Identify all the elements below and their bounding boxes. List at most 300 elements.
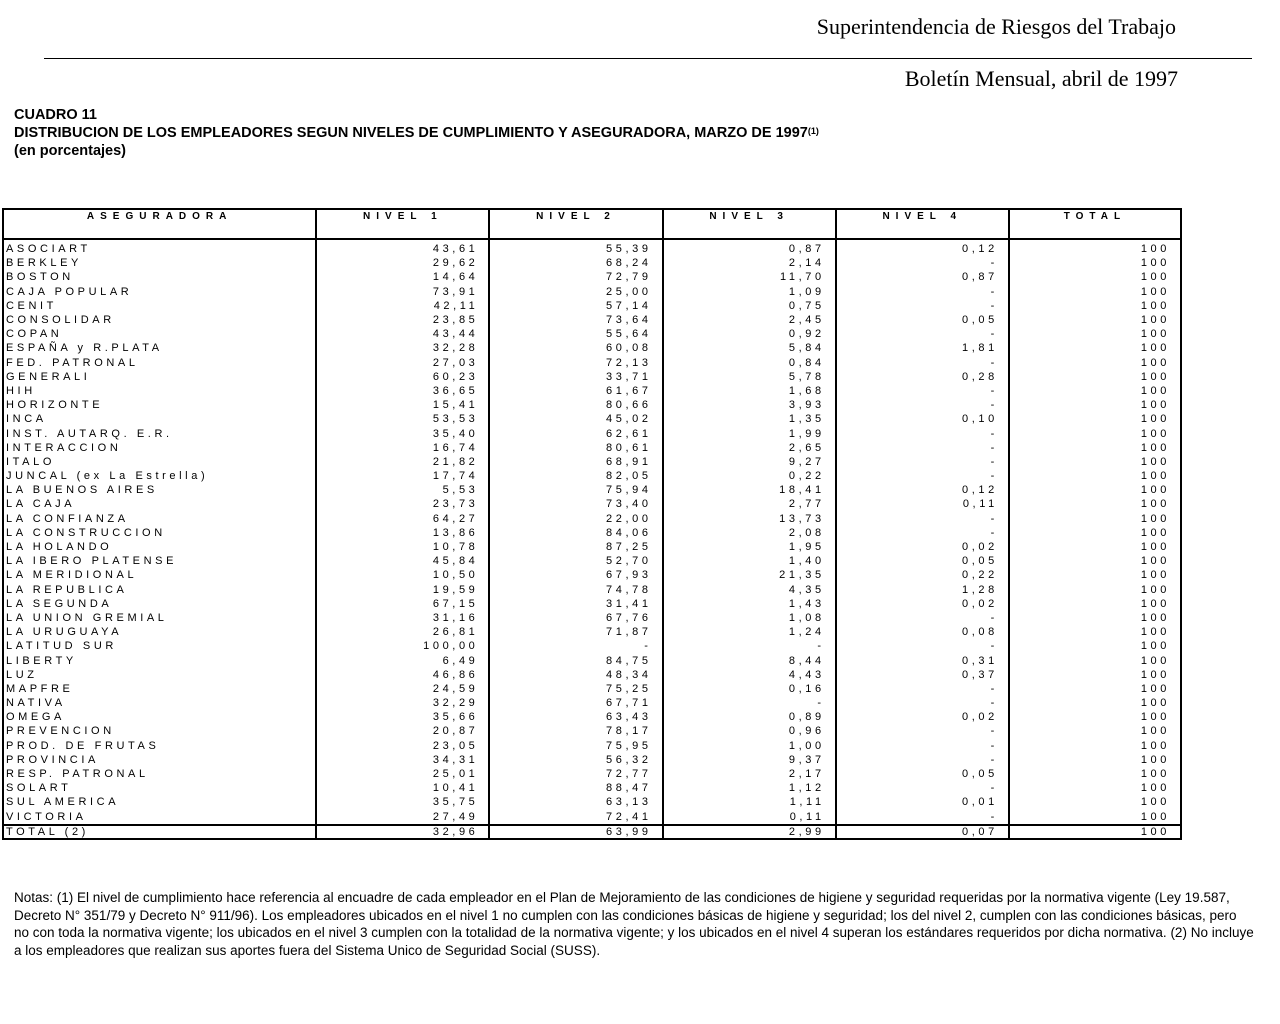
value-cell: 100	[1009, 299, 1181, 313]
column-header: NIVEL 3	[663, 209, 836, 239]
value-cell: 14,64	[316, 270, 489, 284]
value-cell: 100	[1009, 526, 1181, 540]
table-total-row	[3, 825, 1181, 839]
value-cell: 82,05	[489, 469, 662, 483]
value-cell: 15,41	[316, 398, 489, 412]
value-cell: 100	[1009, 356, 1181, 370]
value-cell: 1,99	[663, 426, 836, 440]
value-cell: 27,49	[316, 810, 489, 825]
insurer-name-cell: LA CAJA	[6, 498, 76, 511]
value-cell: 45,02	[489, 412, 662, 426]
value-cell: 100	[1009, 341, 1181, 355]
value-cell: 0,87	[663, 239, 836, 256]
value-cell: 67,76	[489, 611, 662, 625]
value-cell: -	[836, 398, 1009, 412]
value-cell: 100	[1009, 497, 1181, 511]
table-row	[3, 710, 1181, 724]
value-cell: 0,10	[836, 412, 1009, 426]
bulletin-header: Boletín Mensual, abril de 1997	[904, 66, 1178, 91]
value-cell: -	[836, 384, 1009, 398]
table-row	[3, 526, 1181, 540]
value-cell: 43,61	[316, 239, 489, 256]
table-body	[3, 239, 1181, 825]
value-cell: 80,66	[489, 398, 662, 412]
value-cell: 63,43	[489, 710, 662, 724]
value-cell: 100	[1009, 483, 1181, 497]
value-cell: 74,78	[489, 583, 662, 597]
table-row	[3, 639, 1181, 653]
value-cell: 36,65	[316, 384, 489, 398]
value-cell: -	[836, 810, 1009, 825]
insurer-name-cell: LA SEGUNDA	[6, 597, 113, 610]
value-cell: 60,23	[316, 370, 489, 384]
insurer-name-cell: INST. AUTARQ. E.R.	[6, 427, 173, 440]
insurer-name-cell: LA IBERO PLATENSE	[6, 555, 178, 568]
insurer-name-cell: LA CONFIANZA	[6, 512, 129, 525]
total-cell: 2,99	[663, 825, 836, 839]
value-cell: 1,40	[663, 554, 836, 568]
value-cell: 68,91	[489, 455, 662, 469]
value-cell: 73,91	[316, 285, 489, 299]
value-cell: 100	[1009, 810, 1181, 825]
insurer-name-cell: OMEGA	[6, 711, 65, 724]
value-cell: 11,70	[663, 270, 836, 284]
value-cell: 1,68	[663, 384, 836, 398]
table-row	[3, 313, 1181, 327]
insurer-name-cell: PREVENCION	[6, 725, 115, 738]
value-cell: 5,84	[663, 341, 836, 355]
value-cell: 1,81	[836, 341, 1009, 355]
value-cell: 31,41	[489, 597, 662, 611]
value-cell: 100	[1009, 469, 1181, 483]
value-cell: 100	[1009, 597, 1181, 611]
value-cell: 26,81	[316, 625, 489, 639]
value-cell: 1,00	[663, 739, 836, 753]
table-title	[14, 124, 819, 142]
table-title-text: DISTRIBUCION DE LOS EMPLEADORES SEGUN NIVELES DE CUMPLIMIENTO Y ASEGURADORA, MARZO DE 1997	[14, 125, 808, 141]
table-row	[3, 270, 1181, 284]
insurer-name-cell: LA BUENOS AIRES	[6, 484, 158, 497]
insurer-name-cell: VICTORIA	[6, 810, 87, 823]
value-cell: -	[836, 753, 1009, 767]
value-cell: 1,09	[663, 285, 836, 299]
table-row	[3, 469, 1181, 483]
column-header: ASEGURADORA	[3, 209, 316, 239]
value-cell: 0,01	[836, 795, 1009, 809]
value-cell: 100	[1009, 455, 1181, 469]
value-cell: 19,59	[316, 583, 489, 597]
value-cell: 100	[1009, 739, 1181, 753]
value-cell: 2,77	[663, 497, 836, 511]
value-cell: 57,14	[489, 299, 662, 313]
value-cell: 13,86	[316, 526, 489, 540]
insurer-name-cell: NATIVA	[6, 697, 66, 710]
value-cell: -	[663, 696, 836, 710]
value-cell: 100	[1009, 653, 1181, 667]
value-cell: 0,05	[836, 313, 1009, 327]
value-cell: 100	[1009, 795, 1181, 809]
value-cell: 61,67	[489, 384, 662, 398]
value-cell: 100	[1009, 239, 1181, 256]
value-cell: 68,24	[489, 256, 662, 270]
value-cell: 72,13	[489, 356, 662, 370]
value-cell: 100	[1009, 441, 1181, 455]
value-cell: -	[836, 426, 1009, 440]
table-row	[3, 256, 1181, 270]
value-cell: 100	[1009, 398, 1181, 412]
value-cell: 67,15	[316, 597, 489, 611]
value-cell: 64,27	[316, 512, 489, 526]
value-cell: -	[836, 512, 1009, 526]
value-cell: 100	[1009, 724, 1181, 738]
header-divider	[44, 58, 1252, 59]
value-cell: 0,96	[663, 724, 836, 738]
insurer-name-cell: SUL AMERICA	[6, 796, 120, 809]
value-cell: 55,64	[489, 327, 662, 341]
value-cell: 100	[1009, 767, 1181, 781]
value-cell: 4,43	[663, 668, 836, 682]
value-cell: 73,64	[489, 313, 662, 327]
table-subtitle: (en porcentajes)	[14, 143, 126, 159]
value-cell: 75,94	[489, 483, 662, 497]
value-cell: 72,41	[489, 810, 662, 825]
value-cell: 35,66	[316, 710, 489, 724]
table-row	[3, 781, 1181, 795]
table-row	[3, 724, 1181, 738]
value-cell: -	[836, 469, 1009, 483]
table-row	[3, 653, 1181, 667]
insurer-name-cell: PROD. DE FRUTAS	[6, 739, 160, 752]
insurer-name-cell: LA MERIDIONAL	[6, 569, 138, 582]
value-cell: -	[836, 526, 1009, 540]
value-cell: 0,05	[836, 767, 1009, 781]
value-cell: 72,77	[489, 767, 662, 781]
value-cell: 1,43	[663, 597, 836, 611]
column-header: NIVEL 4	[836, 209, 1009, 239]
insurer-name-cell: LA CONSTRUCCION	[6, 526, 166, 539]
value-cell: -	[836, 724, 1009, 738]
insurer-name-cell: PROVINCIA	[6, 753, 99, 766]
table-row	[3, 327, 1181, 341]
value-cell: 4,35	[663, 583, 836, 597]
value-cell: 71,87	[489, 625, 662, 639]
insurer-name-cell: GENERALI	[6, 370, 91, 383]
value-cell: -	[836, 455, 1009, 469]
insurer-name-cell: LA HOLANDO	[6, 541, 113, 554]
value-cell: 75,95	[489, 739, 662, 753]
table-row	[3, 384, 1181, 398]
value-cell: -	[836, 781, 1009, 795]
table-number: CUADRO 11	[14, 107, 97, 123]
value-cell: 1,28	[836, 583, 1009, 597]
table-row	[3, 739, 1181, 753]
value-cell: 67,93	[489, 568, 662, 582]
value-cell: 16,74	[316, 441, 489, 455]
value-cell: 63,13	[489, 795, 662, 809]
value-cell: 6,49	[316, 653, 489, 667]
value-cell: 18,41	[663, 483, 836, 497]
value-cell: 35,75	[316, 795, 489, 809]
value-cell: 2,17	[663, 767, 836, 781]
value-cell: 100	[1009, 583, 1181, 597]
value-cell: 0,11	[663, 810, 836, 825]
table-row	[3, 441, 1181, 455]
table-row	[3, 540, 1181, 554]
insurer-name-cell: RESP. PATRONAL	[6, 768, 149, 781]
table-row	[3, 299, 1181, 313]
value-cell: 34,31	[316, 753, 489, 767]
insurer-name-cell: BERKLEY	[6, 257, 82, 270]
value-cell: -	[836, 696, 1009, 710]
table-row	[3, 356, 1181, 370]
insurer-name-cell: COPAN	[6, 328, 63, 341]
insurer-name-cell: HORIZONTE	[6, 399, 104, 412]
value-cell: 27,03	[316, 356, 489, 370]
value-cell: 56,32	[489, 753, 662, 767]
value-cell: 100	[1009, 554, 1181, 568]
table-row	[3, 239, 1181, 256]
insurer-name-cell: INCA	[6, 413, 47, 426]
value-cell: 100	[1009, 370, 1181, 384]
value-cell: 10,50	[316, 568, 489, 582]
value-cell: 25,00	[489, 285, 662, 299]
value-cell: 88,47	[489, 781, 662, 795]
value-cell: 67,71	[489, 696, 662, 710]
value-cell: 31,16	[316, 611, 489, 625]
value-cell: 0,92	[663, 327, 836, 341]
insurer-name-cell: ESPAÑA y R.PLATA	[6, 342, 163, 355]
value-cell: 0,28	[836, 370, 1009, 384]
table-row	[3, 625, 1181, 639]
value-cell: 2,65	[663, 441, 836, 455]
value-cell: 100	[1009, 625, 1181, 639]
value-cell: 2,45	[663, 313, 836, 327]
value-cell: 100	[1009, 639, 1181, 653]
value-cell: -	[836, 639, 1009, 653]
value-cell: 0,31	[836, 653, 1009, 667]
value-cell: 84,06	[489, 526, 662, 540]
value-cell: 1,35	[663, 412, 836, 426]
value-cell: -	[836, 285, 1009, 299]
value-cell: 10,78	[316, 540, 489, 554]
insurer-name-cell: LA URUGUAYA	[6, 626, 123, 639]
footnotes: Notas: (1) El nivel de cumplimiento hace referencia al encuadre de cada empleador en el Plan de Mejoramiento de las condiciones de higiene y seguridad requeridas por la normativa vigente (Ley 19.587, Decreto N° 351/79 y Decreto N° 911/96). Los empleadores ubicados en el nivel 1 no cumplen con las condiciones básicas de higiene y seguridad; los del nivel 2, cumplen con las condiciones básicas, pero no con toda la normativa vigente; los ubicados en el nivel 3 cumplen con la totalidad de la normativa vigente; y los ubicados en el nivel 4 superan los estándares requeridos por dicha normativa. (2) No incluye a los empleadores que realizan sus aportes fuera del Sistema Unico de Seguridad Social (SUSS).	[14, 890, 1254, 958]
total-cell: 0,07	[836, 825, 1009, 839]
value-cell: 0,02	[836, 540, 1009, 554]
value-cell: 0,05	[836, 554, 1009, 568]
value-cell: 1,11	[663, 795, 836, 809]
value-cell: 24,59	[316, 682, 489, 696]
insurer-name-cell: FED. PATRONAL	[6, 356, 139, 369]
value-cell: 0,87	[836, 270, 1009, 284]
insurer-name-cell: CENIT	[6, 299, 57, 312]
value-cell: 0,75	[663, 299, 836, 313]
insurer-name-cell: LUZ	[6, 668, 38, 681]
value-cell: -	[663, 639, 836, 653]
value-cell: 100	[1009, 426, 1181, 440]
value-cell: 46,86	[316, 668, 489, 682]
value-cell: 100	[1009, 568, 1181, 582]
value-cell: 62,61	[489, 426, 662, 440]
value-cell: 0,02	[836, 710, 1009, 724]
value-cell: 100	[1009, 512, 1181, 526]
value-cell: 5,53	[316, 483, 489, 497]
table-row	[3, 810, 1181, 825]
value-cell: 0,89	[663, 710, 836, 724]
value-cell: 0,16	[663, 682, 836, 696]
insurer-name-cell: MAPFRE	[6, 682, 74, 695]
value-cell: 100	[1009, 781, 1181, 795]
insurer-name-cell: LATITUD SUR	[6, 640, 117, 653]
value-cell: 0,11	[836, 497, 1009, 511]
value-cell: 0,08	[836, 625, 1009, 639]
table-row	[3, 583, 1181, 597]
value-cell: 0,22	[663, 469, 836, 483]
value-cell: 23,05	[316, 739, 489, 753]
value-cell: 78,17	[489, 724, 662, 738]
compliance-table	[2, 208, 1182, 840]
insurer-name-cell: INTERACCION	[6, 441, 122, 454]
table-row	[3, 753, 1181, 767]
value-cell: 1,12	[663, 781, 836, 795]
value-cell: 0,12	[836, 483, 1009, 497]
table-row	[3, 483, 1181, 497]
value-cell: 2,14	[663, 256, 836, 270]
table-title-note: (1)	[807, 126, 819, 136]
value-cell: 100	[1009, 270, 1181, 284]
value-cell: 0,37	[836, 668, 1009, 682]
value-cell: 32,28	[316, 341, 489, 355]
table-row	[3, 554, 1181, 568]
table-row	[3, 512, 1181, 526]
table-row	[3, 696, 1181, 710]
value-cell: 48,34	[489, 668, 662, 682]
table-row	[3, 426, 1181, 440]
value-cell: 0,84	[663, 356, 836, 370]
value-cell: 80,61	[489, 441, 662, 455]
value-cell: 100	[1009, 710, 1181, 724]
value-cell: 17,74	[316, 469, 489, 483]
value-cell: 5,78	[663, 370, 836, 384]
value-cell: 21,35	[663, 568, 836, 582]
value-cell: 55,39	[489, 239, 662, 256]
value-cell: -	[836, 441, 1009, 455]
value-cell: 1,24	[663, 625, 836, 639]
value-cell: 20,87	[316, 724, 489, 738]
column-header: NIVEL 2	[489, 209, 662, 239]
value-cell: 33,71	[489, 370, 662, 384]
value-cell: 100	[1009, 384, 1181, 398]
value-cell: 87,25	[489, 540, 662, 554]
value-cell: 43,44	[316, 327, 489, 341]
value-cell: 60,08	[489, 341, 662, 355]
value-cell: 29,62	[316, 256, 489, 270]
insurer-name-cell: ASOCIART	[6, 243, 91, 256]
insurer-name-cell: HIH	[6, 384, 36, 397]
insurer-name-cell: BOSTON	[6, 271, 74, 284]
total-label: TOTAL (2)	[3, 825, 316, 839]
value-cell: 2,08	[663, 526, 836, 540]
value-cell: 100	[1009, 327, 1181, 341]
value-cell: 100	[1009, 611, 1181, 625]
column-header: NIVEL 1	[316, 209, 489, 239]
insurer-name-cell: LIBERTY	[6, 654, 77, 667]
value-cell: 72,79	[489, 270, 662, 284]
insurer-name-cell: CONSOLIDAR	[6, 314, 115, 327]
table-row	[3, 398, 1181, 412]
total-cell: 100	[1009, 825, 1181, 839]
value-cell: 53,53	[316, 412, 489, 426]
insurer-name-cell: SOLART	[6, 782, 72, 795]
value-cell: 100	[1009, 285, 1181, 299]
value-cell: 100	[1009, 256, 1181, 270]
value-cell: 35,40	[316, 426, 489, 440]
insurer-name-cell: ITALO	[6, 455, 55, 468]
value-cell: 21,82	[316, 455, 489, 469]
organization-header: Superintendencia de Riesgos del Trabajo	[816, 14, 1176, 39]
value-cell: 100	[1009, 540, 1181, 554]
table-row	[3, 568, 1181, 582]
table-row	[3, 682, 1181, 696]
table-header-row	[3, 209, 1181, 239]
table-title-block	[14, 106, 819, 160]
table-row	[3, 341, 1181, 355]
value-cell: -	[836, 611, 1009, 625]
value-cell: 1,08	[663, 611, 836, 625]
insurer-name-cell: CAJA POPULAR	[6, 285, 133, 298]
value-cell: -	[836, 327, 1009, 341]
value-cell: 84,75	[489, 653, 662, 667]
table-row	[3, 767, 1181, 781]
value-cell: 0,02	[836, 597, 1009, 611]
value-cell: 9,27	[663, 455, 836, 469]
table-row	[3, 412, 1181, 426]
value-cell: 100	[1009, 696, 1181, 710]
value-cell: 73,40	[489, 497, 662, 511]
value-cell: 100,00	[316, 639, 489, 653]
value-cell: 10,41	[316, 781, 489, 795]
table-row	[3, 497, 1181, 511]
table-row	[3, 370, 1181, 384]
table-row	[3, 668, 1181, 682]
table-row	[3, 795, 1181, 809]
total-cell: 63,99	[489, 825, 662, 839]
total-cell: 32,96	[316, 825, 489, 839]
value-cell: -	[836, 682, 1009, 696]
value-cell: 75,25	[489, 682, 662, 696]
value-cell: 100	[1009, 313, 1181, 327]
value-cell: 23,73	[316, 497, 489, 511]
value-cell: 32,29	[316, 696, 489, 710]
value-cell: 23,85	[316, 313, 489, 327]
value-cell: 45,84	[316, 554, 489, 568]
table-row	[3, 285, 1181, 299]
value-cell: 3,93	[663, 398, 836, 412]
value-cell: 9,37	[663, 753, 836, 767]
value-cell: 100	[1009, 682, 1181, 696]
insurer-name-cell: JUNCAL (ex La Estrella)	[6, 470, 209, 483]
value-cell: 0,12	[836, 239, 1009, 256]
value-cell: 52,70	[489, 554, 662, 568]
value-cell: 100	[1009, 753, 1181, 767]
value-cell: -	[836, 356, 1009, 370]
value-cell: -	[836, 256, 1009, 270]
table-row	[3, 597, 1181, 611]
value-cell: 100	[1009, 668, 1181, 682]
column-header: TOTAL	[1009, 209, 1181, 239]
insurer-name-cell: LA REPUBLICA	[6, 583, 128, 596]
value-cell: 0,22	[836, 568, 1009, 582]
